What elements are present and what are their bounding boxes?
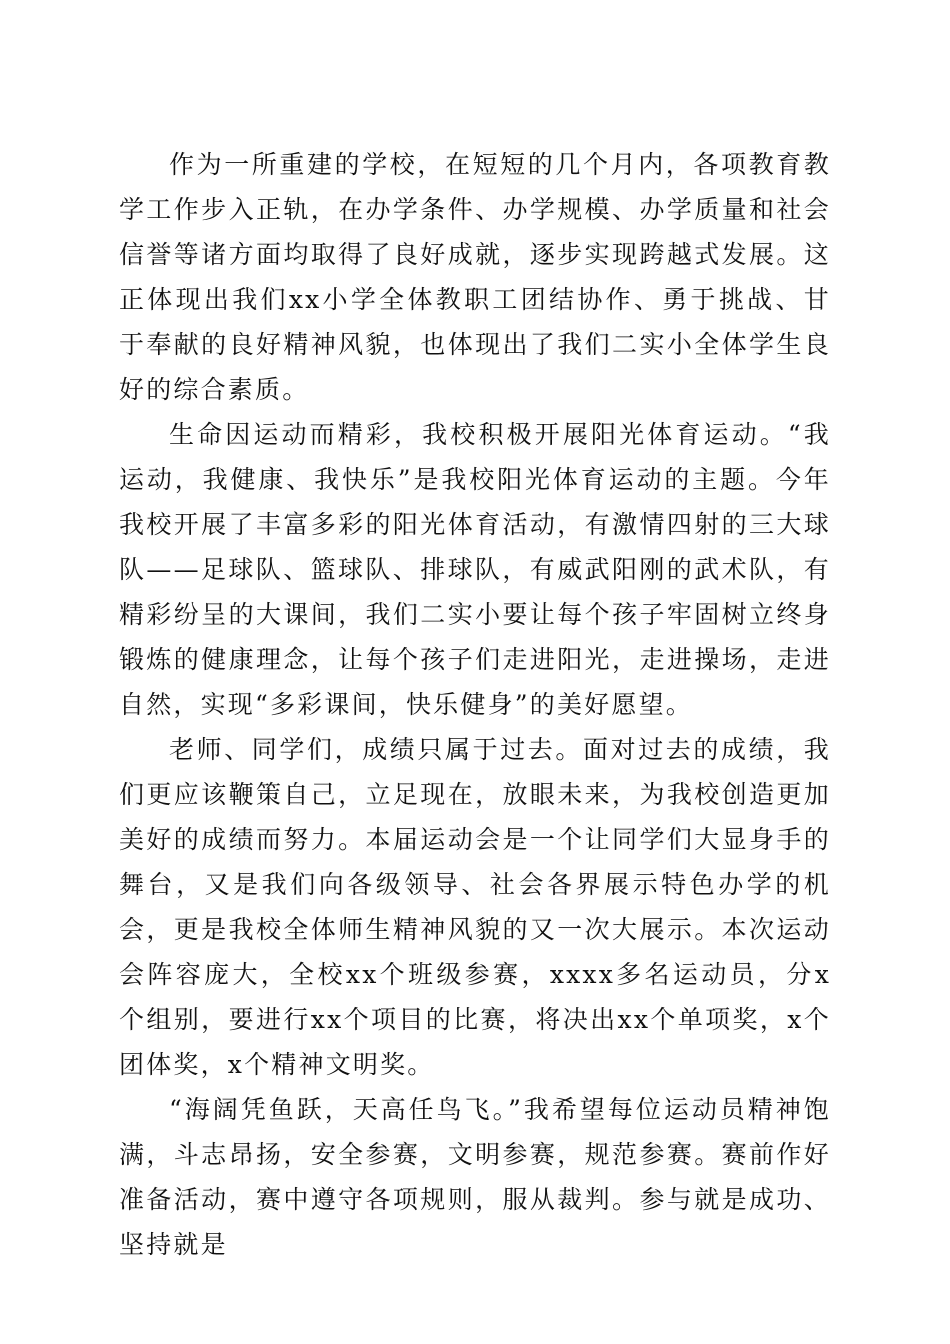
paragraph-sunshine-sports: 生命因运动而精彩，我校积极开展阳光体育运动。“我运动，我健康、我快乐”是我校阳光体育运动的主题。今年我校开展了丰富多彩的阳光体育活动，有激情四射的三大球队——足球队、篮球队、排球队，有威武阳刚的武术队，有精彩纷呈的大课间，我们二实小要让每个孩子牢固树立终身锻炼的健康理念，让每个孩子们走进阳光，走进操场，走进自然，实现“多彩课间，快乐健身”的美好愿望。	[119, 420, 831, 719]
document-body	[119, 142, 831, 1267]
paragraph-athlete-wishes: “海阔凭鱼跃，天高任鸟飞。”我希望每位运动员精神饱满，斗志昂扬，安全参赛，文明参赛，规范参赛。赛前作好准备活动，赛中遵守各项规则，服从裁判。参与就是成功、坚持就是	[119, 1095, 831, 1259]
paragraph-school-achievements: 作为一所重建的学校，在短短的几个月内，各项教育教学工作步入正轨，在办学条件、办学规模、办学质量和社会信誉等诸方面均取得了良好成就，逐步实现跨越式发展。这正体现出我们xx小学全体教职工团结协作、勇于挑战、甘于奉献的良好精神风貌，也体现出了我们二实小全体学生良好的综合素质。	[119, 150, 831, 404]
paragraph-sports-meeting: 老师、同学们，成绩只属于过去。面对过去的成绩，我们更应该鞭策自己，立足现在，放眼未来，为我校创造更加美好的成绩而努力。本届运动会是一个让同学们大显身手的舞台，又是我们向各级领导、社会各界展示特色办学的机会，更是我校全体师生精神风貌的又一次大展示。本次运动会阵容庞大，全校xx个班级参赛，xxxx多名运动员，分x个组别，要进行xx个项目的比赛，将决出xx个单项奖，x个团体奖，x个精神文明奖。	[119, 735, 831, 1079]
